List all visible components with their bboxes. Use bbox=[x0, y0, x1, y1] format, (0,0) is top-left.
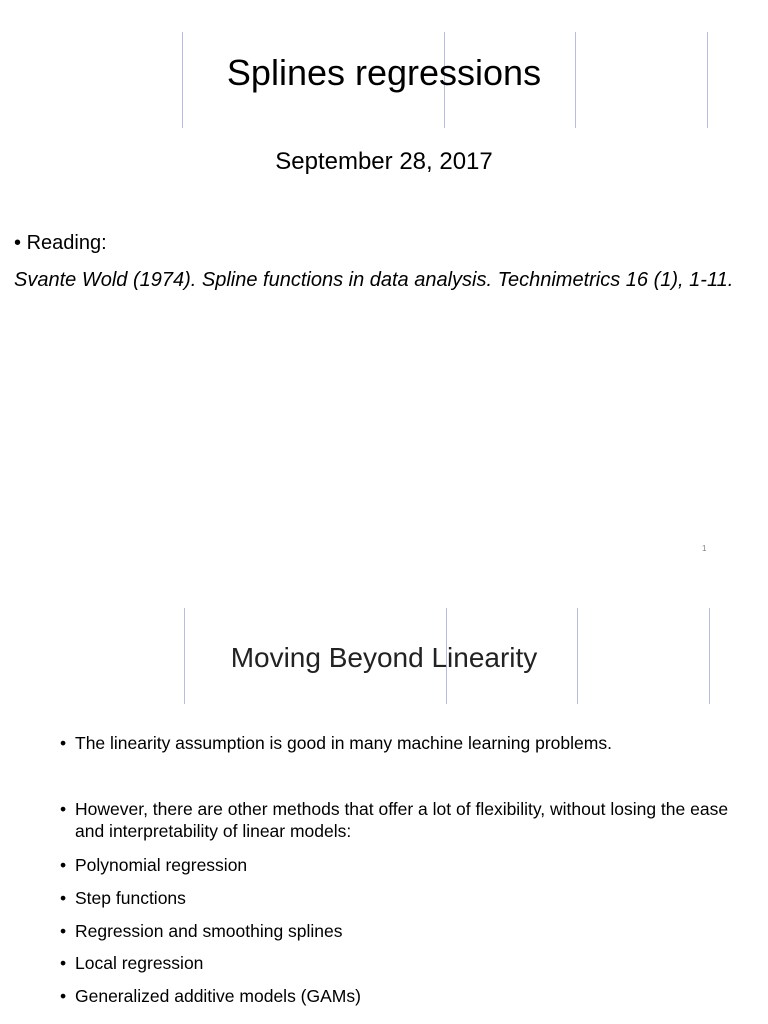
page-number: 1 bbox=[702, 544, 707, 553]
slide-title: Splines regressions bbox=[226, 52, 542, 93]
reading-bullet bbox=[14, 232, 107, 255]
list-item: • Generalized additive models (GAMs) bbox=[60, 986, 361, 1006]
list-item: • The linearity assumption is good in many machine learning problems. bbox=[60, 733, 612, 753]
bullet-dot: • bbox=[60, 921, 67, 941]
bullet-dot: • bbox=[60, 799, 67, 819]
slide-title: Moving Beyond Linearity bbox=[230, 642, 538, 673]
bullet-dot: • bbox=[60, 733, 67, 753]
bullet-dot: • bbox=[60, 855, 67, 875]
bullet-dot: • bbox=[60, 986, 67, 1006]
slide-2 bbox=[0, 576, 768, 1024]
list-item: • However, there are other methods that offer a lot of flexibility, without losing the ease and interpretability of linear models: bbox=[60, 799, 729, 841]
bullet-dot: • bbox=[60, 888, 67, 908]
reading-label: Reading: bbox=[26, 232, 107, 254]
slide-date: September 28, 2017 bbox=[275, 148, 493, 175]
bullet-dot: • bbox=[60, 953, 67, 973]
citation-text: Svante Wold (1974). Spline functions in data analysis. Technimetrics 16 (1), 1-11. bbox=[14, 269, 734, 291]
bullet-dot: • bbox=[14, 232, 22, 254]
list-item: • Local regression bbox=[60, 953, 204, 973]
list-item: • Regression and smoothing splines bbox=[60, 921, 343, 941]
list-item: • Polynomial regression bbox=[60, 855, 248, 875]
list-item: • Step functions bbox=[60, 888, 186, 908]
